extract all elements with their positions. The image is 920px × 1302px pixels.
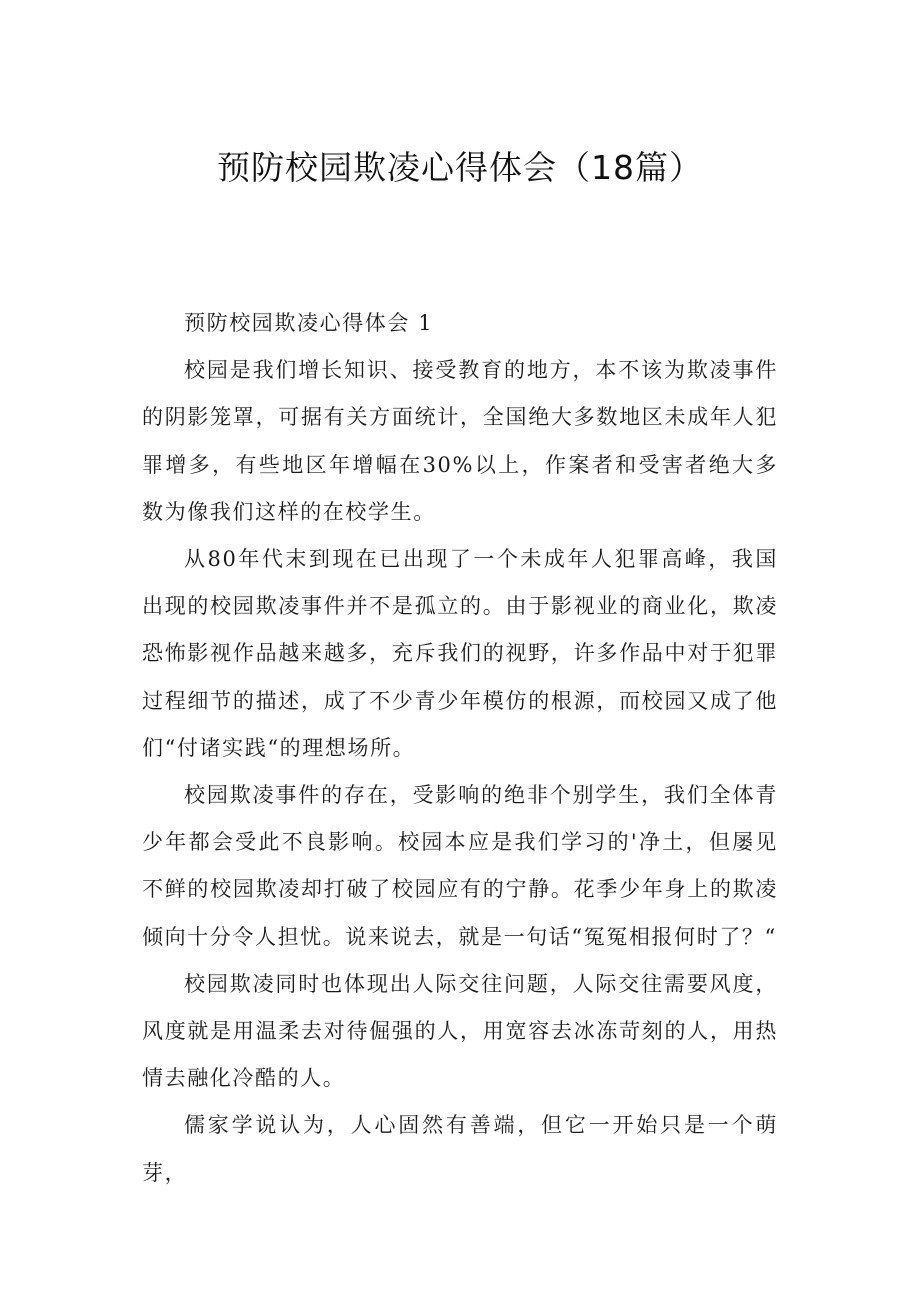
paragraph-3: 校园欺凌事件的存在，受影响的绝非个别学生，我们全体青少年都会受此不良影响。校园本应是我们学习的'净土，但屡见不鲜的校园欺凌却打破了校园应有的宁静。花季少年身上的欺凌倾向十分令人担忧。说来说去，就是一句话“冤冤相报何时了？“ [142,783,778,949]
document-body [142,300,778,1197]
document-title: 预防校园欺凌心得体会（18篇） [217,148,703,187]
section-heading: 预防校园欺凌心得体会 1 [184,311,434,335]
paragraph-2: 从80年代末到现在已出现了一个未成年人犯罪高峰，我国出现的校园欺凌事件并不是孤立的。由于影视业的商业化，欺凌恐怖影视作品越来越多，充斥我们的视野，许多作品中对于犯罪过程细节的描述，成了不少青少年模仿的根源，而校园又成了他们“付诸实践“的理想场所。 [142,547,778,760]
paragraph-5: 儒家学说认为，人心固然有善端，但它一开始只是一个萌芽， [142,1113,778,1185]
paragraph-1: 校园是我们增长知识、接受教育的地方，本不该为欺凌事件的阴影笼罩，可据有关方面统计，全国绝大多数地区未成年人犯罪增多，有些地区年增幅在30%以上，作案者和受害者绝大多数为像我们这样的在校学生。 [142,358,778,524]
paragraph-4: 校园欺凌同时也体现出人际交往问题，人际交往需要风度，风度就是用温柔去对待倔强的人，用宽容去冰冻苛刻的人，用热情去融化冷酷的人。 [142,971,778,1091]
